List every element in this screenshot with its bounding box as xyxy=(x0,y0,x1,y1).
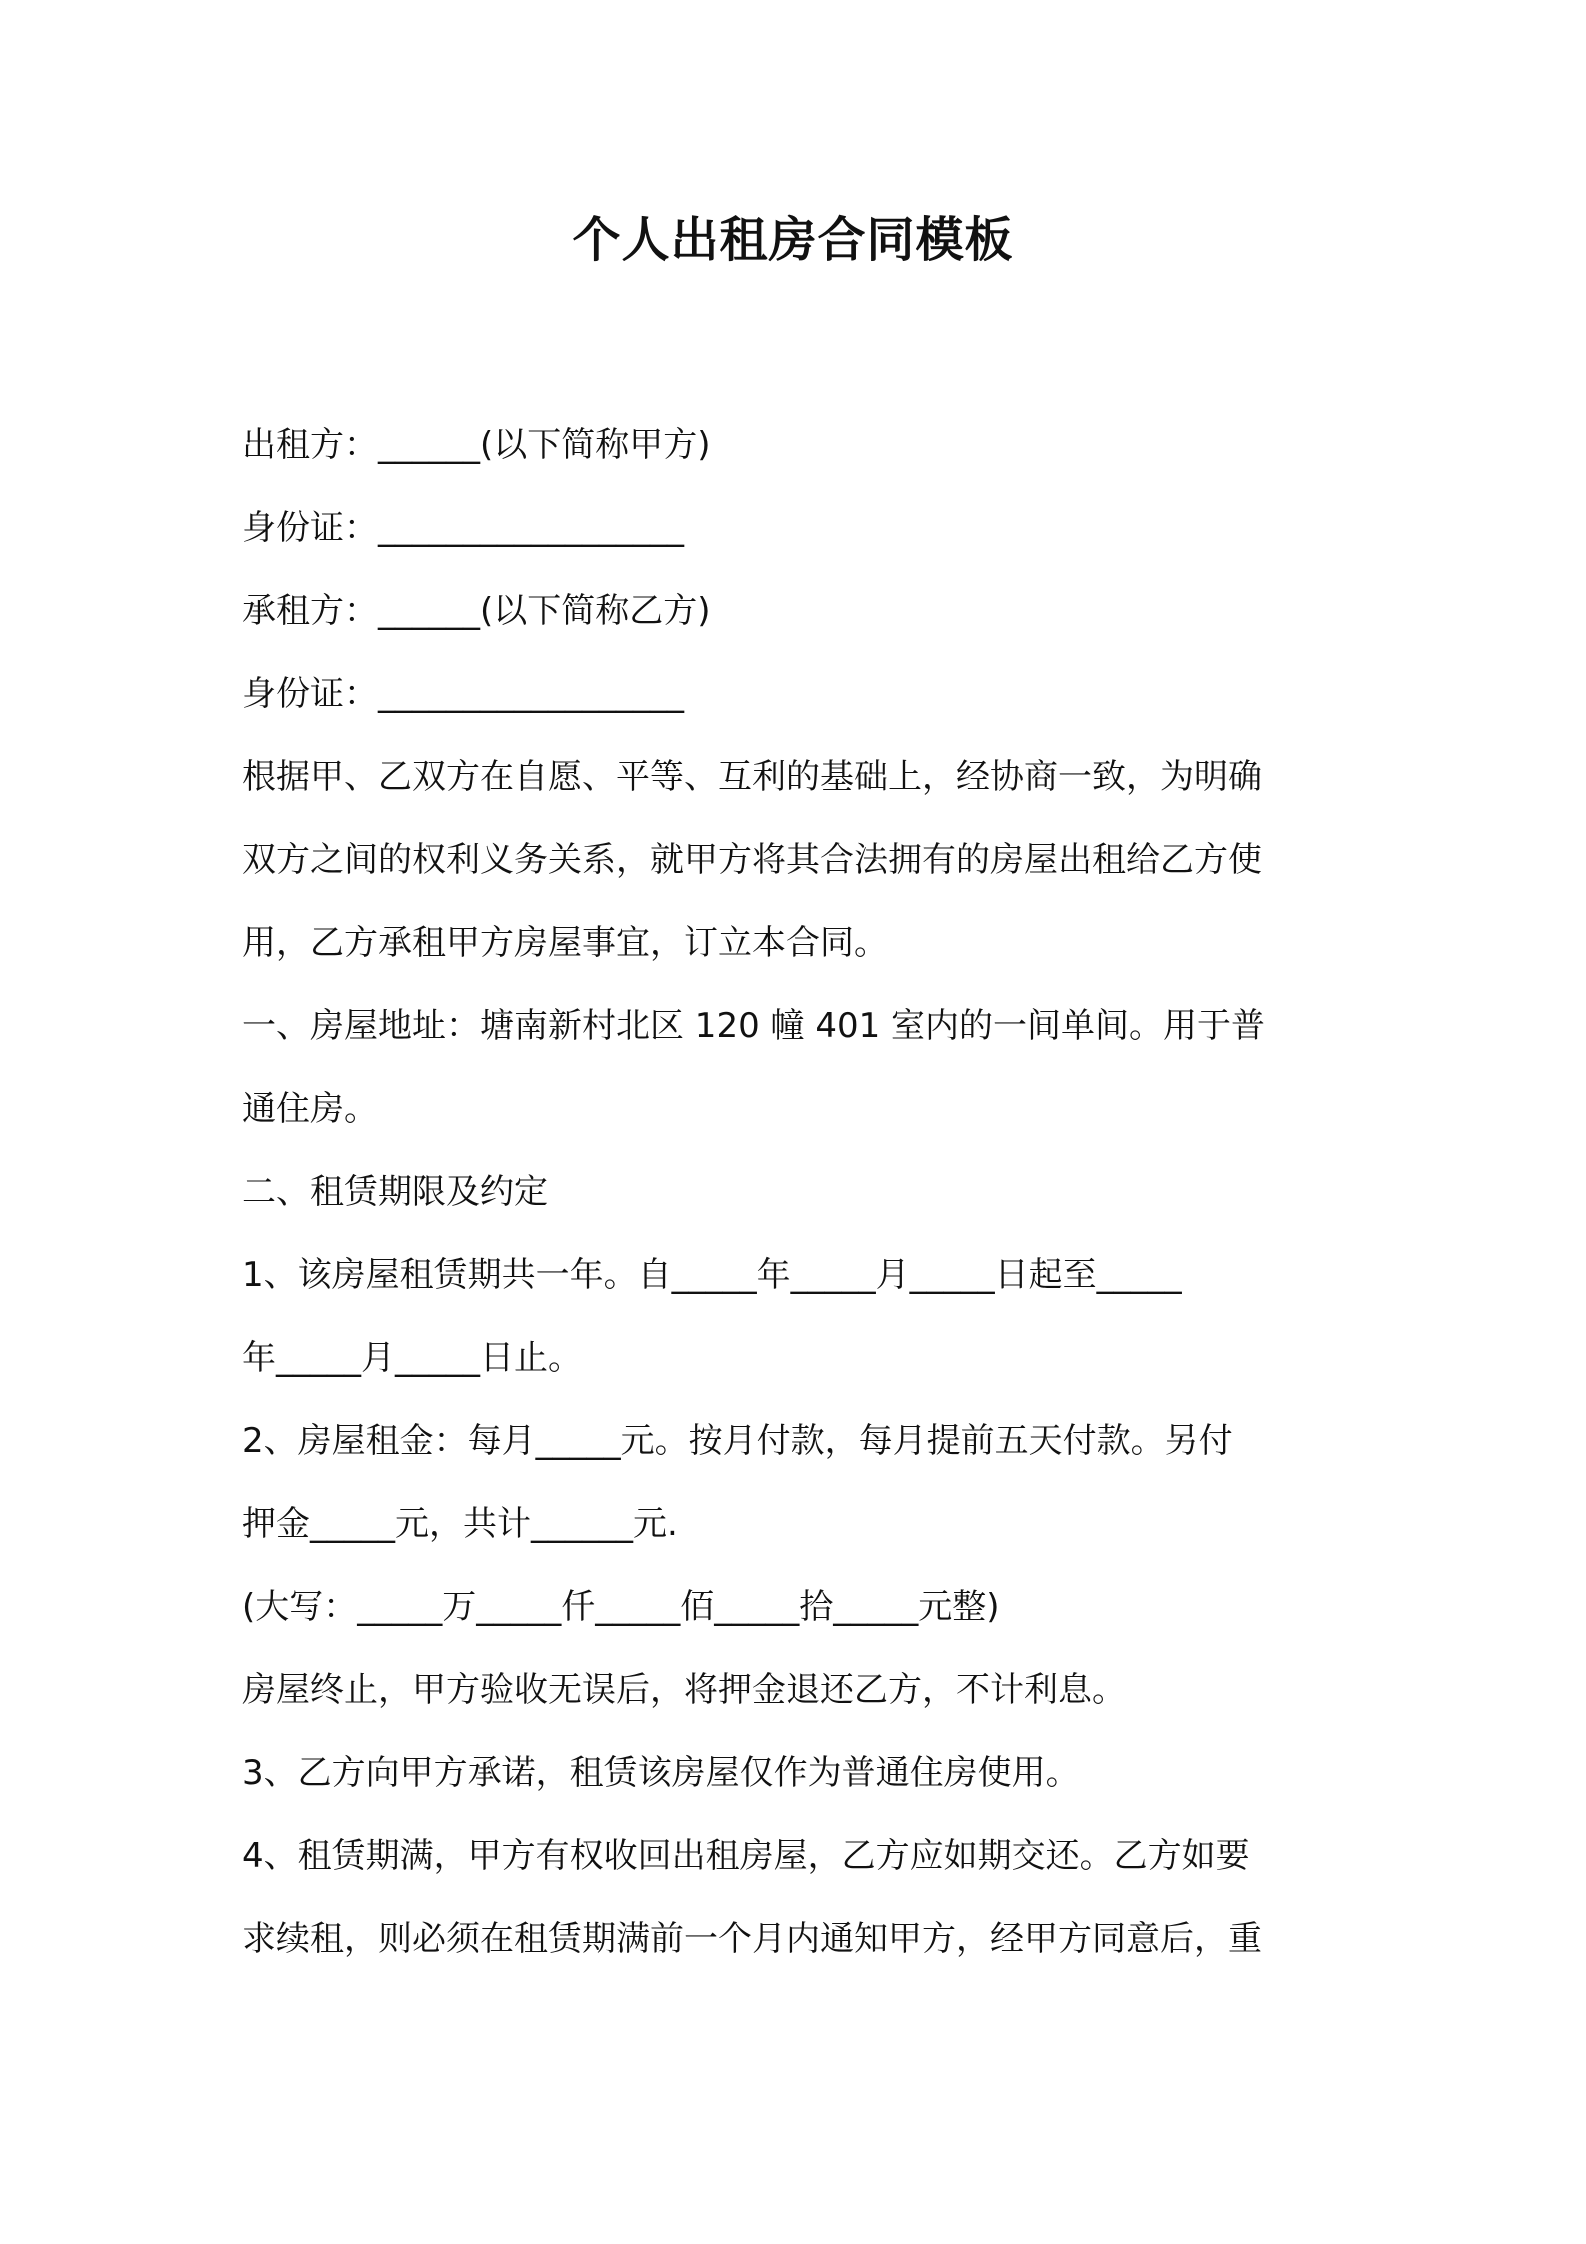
clause-2-amount-words: (大写：_____万_____仟_____佰_____拾_____元整) xyxy=(242,1587,1000,1627)
section-address-line-2: 通住房。 xyxy=(242,1089,378,1129)
clause-4-line-1: 4、租赁期满，甲方有权收回出租房屋，乙方应如期交还。乙方如要 xyxy=(242,1836,1250,1876)
clause-1-line-1: 1、该房屋租赁期共一年。自_____年_____月_____日起至_____ xyxy=(242,1255,1182,1295)
deposit-return-line: 房屋终止，甲方验收无误后，将押金退还乙方，不计利息。 xyxy=(242,1670,1126,1710)
lessor-id-line: 身份证：__________________ xyxy=(242,508,684,548)
lessee-line: 承租方：______(以下简称乙方) xyxy=(242,591,711,631)
clause-1-line-2: 年_____月_____日止。 xyxy=(242,1338,582,1378)
lessor-line: 出租方：______(以下简称甲方) xyxy=(242,425,711,465)
preamble-line-1: 根据甲、乙双方在自愿、平等、互利的基础上，经协商一致，为明确 xyxy=(242,757,1262,797)
clause-4-line-2: 求续租，则必须在租赁期满前一个月内通知甲方，经甲方同意后，重 xyxy=(242,1919,1262,1959)
document-title: 个人出租房合同模板 xyxy=(572,212,1014,268)
clause-2-line-1: 2、房屋租金：每月_____元。按月付款，每月提前五天付款。另付 xyxy=(242,1421,1233,1461)
clause-2-line-2: 押金_____元，共计______元. xyxy=(242,1504,678,1544)
section-address-line-1: 一、房屋地址：塘南新村北区 120 幢 401 室内的一间单间。用于普 xyxy=(242,1006,1266,1046)
section-term-heading: 二、租赁期限及约定 xyxy=(242,1172,548,1212)
clause-3-line: 3、乙方向甲方承诺，租赁该房屋仅作为普通住房使用。 xyxy=(242,1753,1080,1793)
lessee-id-line: 身份证：__________________ xyxy=(242,674,684,714)
contract-body xyxy=(242,404,1362,1981)
preamble-line-3: 用，乙方承租甲方房屋事宜，订立本合同。 xyxy=(242,923,888,963)
preamble-line-2: 双方之间的权利义务关系，就甲方将其合法拥有的房屋出租给乙方使 xyxy=(242,840,1262,880)
